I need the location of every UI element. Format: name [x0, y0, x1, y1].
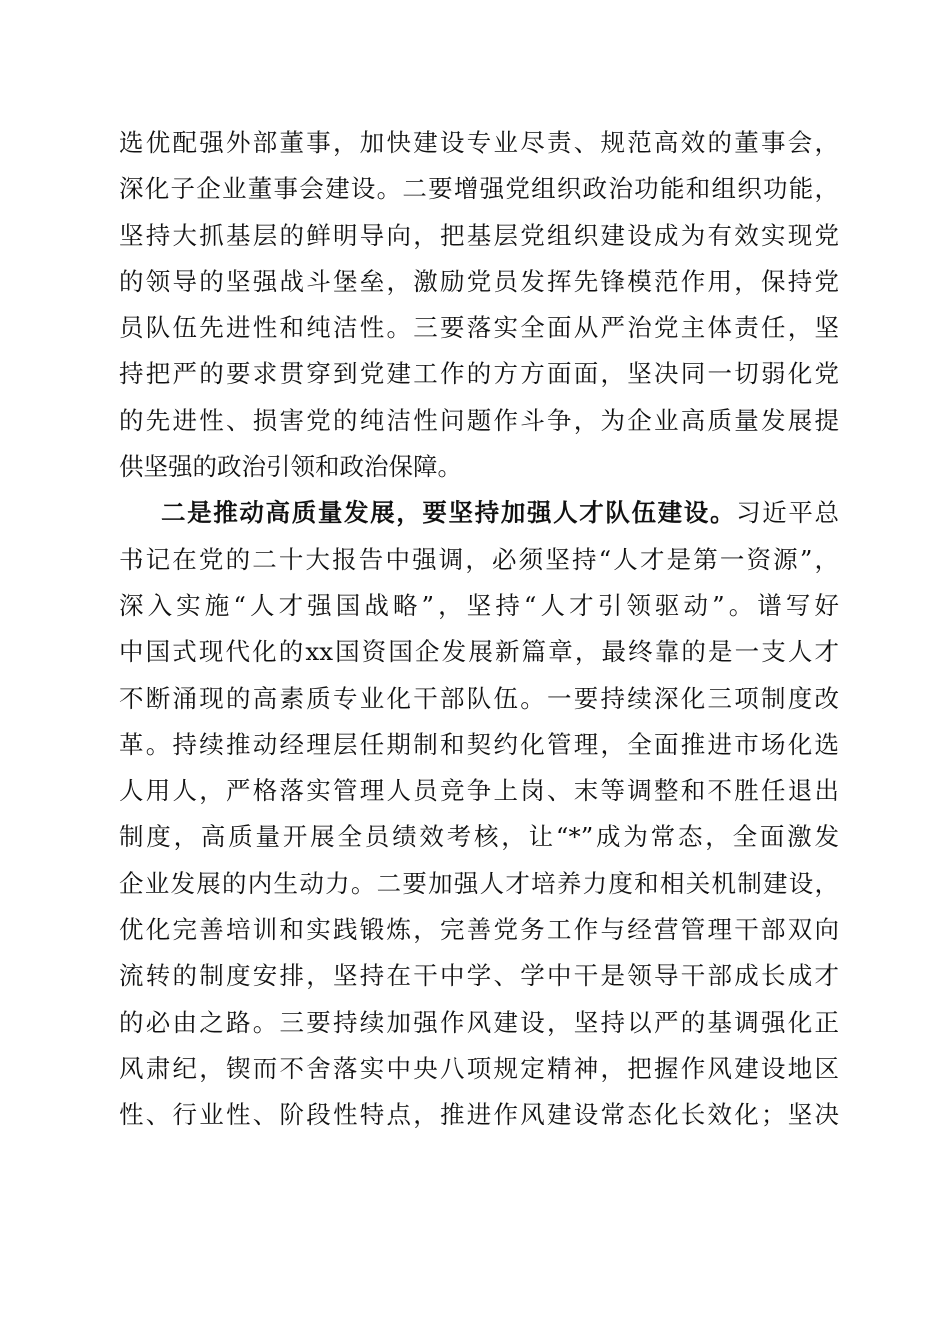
- text-line: 企业发展的内生动力。二要加强人才培养力度和相关机制建设，: [119, 868, 839, 898]
- text-line: 选优配强外部董事，加快建设专业尽责、规范高效的董事会，: [119, 128, 839, 157]
- body-text: [119, 120, 839, 1139]
- text-line: 人用人，严格落实管理人员竞争上岗、末等调整和不胜任退出: [119, 776, 839, 806]
- paragraph-heading: 二是推动高质量发展，要坚持加强人才队伍建设。: [161, 498, 737, 528]
- text-line: 制度，高质量开展全员绩效考核，让“*”成为常态，全面激发: [119, 822, 839, 852]
- text-line: 优化完善培训和实践锻炼，完善党务工作与经营管理干部双向: [119, 915, 839, 945]
- text-line: 供坚强的政治引领和政治保障。: [119, 452, 462, 482]
- text-line: 不断涌现的高素质专业化干部队伍。一要持续深化三项制度改: [119, 683, 839, 713]
- text-line: 的领导的坚强战斗堡垒，激励党员发挥先锋模范作用，保持党: [119, 266, 839, 296]
- text-line-first: [119, 490, 839, 536]
- text-line: 员队伍先进性和纯洁性。三要落实全面从严治党主体责任，坚: [119, 313, 839, 343]
- text-line: 性、行业性、阶段性特点，推进作风建设常态化长效化；坚决: [119, 1100, 839, 1130]
- text-line: 持把严的要求贯穿到党建工作的方方面面，坚决同一切弱化党: [119, 359, 839, 389]
- paragraph-talent-team: [119, 490, 839, 1138]
- text-line: 中国式现代化的xx国资国企发展新篇章，最终靠的是一支人才: [119, 637, 839, 667]
- text-line: 深入实施“人才强国战略”，坚持“人才引领驱动”。谱写好: [119, 590, 839, 620]
- paragraph-party-building: [119, 120, 839, 490]
- text-line: 的必由之路。三要持续加强作风建设，坚持以严的基调强化正: [119, 1007, 839, 1037]
- text-line: 流转的制度安排，坚持在干中学、学中干是领导干部成长成才: [119, 961, 839, 991]
- text-line: 坚持大抓基层的鲜明导向，把基层党组织建设成为有效实现党: [119, 220, 839, 250]
- heading-continuation: 习近平总: [736, 498, 839, 528]
- text-line: 革。持续推动经理层任期制和契约化管理，全面推进市场化选: [119, 729, 839, 759]
- text-line: 书记在党的二十大报告中强调，必须坚持“人才是第一资源”，: [119, 544, 839, 574]
- text-line: 的先进性、损害党的纯洁性问题作斗争，为企业高质量发展提: [119, 405, 839, 435]
- text-line: 风肃纪，锲而不舍落实中央八项规定精神，把握作风建设地区: [119, 1053, 839, 1083]
- text-line: 深化子企业董事会建设。二要增强党组织政治功能和组织功能，: [119, 174, 839, 204]
